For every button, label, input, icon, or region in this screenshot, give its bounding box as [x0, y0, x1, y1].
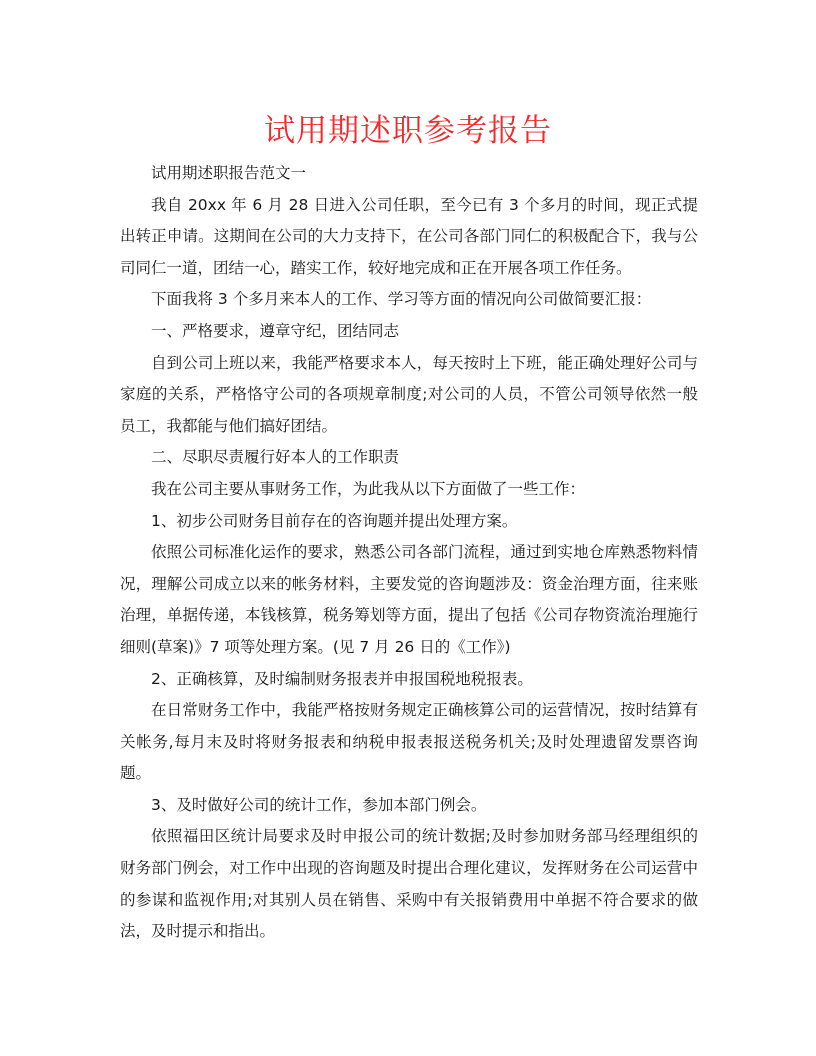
paragraph: 自到公司上班以来，我能严格要求本人，每天按时上下班，能正确处理好公司与家庭的关系，严格恪守公司的各项规章制度;对公司的人员，不管公司领导依然一般员工，我都能与他们搞好团结。	[120, 353, 698, 435]
subsection-heading: 2、正确核算，及时编制财务报表并申报国税地税报表。	[151, 669, 533, 688]
document-body	[120, 158, 698, 948]
section-heading: 二、尽职尽责履行好本人的工作职责	[151, 448, 400, 467]
paragraph: 我自 20xx 年 6 月 28 日进入公司任职，至今已有 3 个多月的时间，现正式提出转正申请。这期间在公司的大力支持下，在公司各部门同仁的积极配合下，我与公司同仁一道，团结一心，踏实工作，较好地完成和正在开展各项工作任务。	[120, 195, 698, 277]
paragraph: 我在公司主要从事财务工作，为此我从以下方面做了一些工作：	[151, 479, 586, 498]
subsection-heading: 1、初步公司财务目前存在的咨询题并提出处理方案。	[151, 511, 518, 530]
document-title: 试用期述职参考报告	[264, 113, 552, 149]
subsection-heading: 3、及时做好公司的统计工作，参加本部门例会。	[151, 795, 487, 814]
paragraph: 依照公司标准化运作的要求，熟悉公司各部门流程，通过到实地仓库熟悉物料情况，理解公司成立以来的帐务材料，主要发觉的咨询题涉及：资金治理方面，往来账治理，单据传递，本钱核算，税务筹划等方面，提出了包括《公司存物资流治理施行细则(草案)》7 项等处理方案。(见 7 月 26 日的《工作》)	[120, 543, 698, 656]
paragraph: 依照福田区统计局要求及时申报公司的统计数据;及时参加财务部马经理组织的财务部门例会，对工作中出现的咨询题及时提出合理化建议，发挥财务在公司运营中的参谋和监视作用;对其别人员在销售、采购中有关报销费用中单据不符合要求的做法，及时提示和指出。	[120, 827, 698, 941]
paragraph: 下面我将 3 个多月来本人的工作、学习等方面的情况向公司做简要汇报：	[151, 290, 652, 309]
paragraph: 在日常财务工作中，我能严格按财务规定正确核算公司的运营情况，按时结算有关帐务,每月末及时将财务报表和纳税申报表报送税务机关;及时处理遗留发票咨询题。	[120, 701, 698, 783]
section-heading: 一、严格要求，遵章守纪，团结同志	[151, 321, 400, 340]
paragraph: 试用期述职报告范文一	[151, 164, 307, 182]
